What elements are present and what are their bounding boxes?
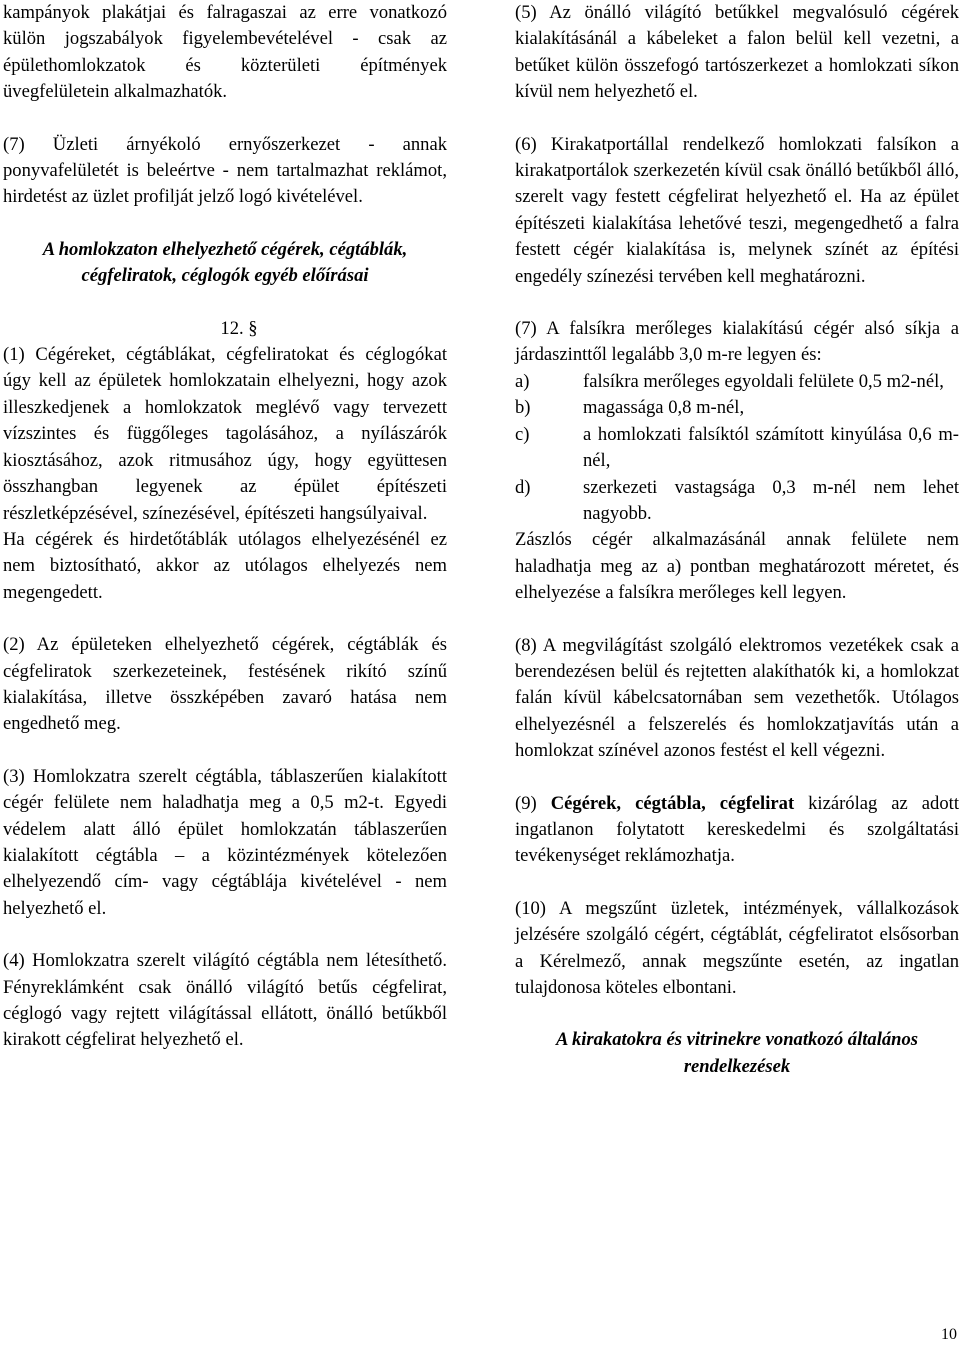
paragraph-3: (3) Homlokzatra szerelt cégtábla, táblaszerűen kialakított cégér felülete nem haladhatja meg a 0,5 m2-t. Egyedi védelem alatt álló épület homlokzatán táblaszerűen kialakított cégtábla – a közintézmények kötelezően elhelyezendő cím- vagy cégtáblája kivételével - nem helyezhető el. <box>3 765 447 919</box>
list-item-label: d) <box>515 476 531 498</box>
paragraph-9-rest: kizárólag az adott ingatlanon folytatott kereskedelmi és szolgáltatási tevékenységet reklámozhatja. <box>515 792 959 867</box>
paragraph-1: (1) Cégéreket, cégtáblákat, cégfeliratokat és céglogókat úgy kell az épületek homlokzatain elhelyezni, hogy azok illeszkedjenek a homlokzatok meglévő vagy tervezett vízszintes és függőleges tagolásához, a nyílászárók kiosztásához, azok ritmusához úgy, hogy együttesen összhangban legyenek az épület építészeti részletképzésével, színezésével, építészeti hangsúlyaival. <box>3 344 447 524</box>
paragraph-continuation: kampányok plakátjai és falragaszai az erre vonatkozó külön jogszabályok figyelembevételével - csak az épülethomlokzatok és közterületi építmények üvegfelületein alkalmazhatók. <box>3 2 447 103</box>
paragraph-7-left: (7) Üzleti árnyékoló ernyőszerkezet - annak ponyvafelületét is beleértve - nem tartalmazhat reklámot, hirdetést az üzlet profilját jelző logó kivételével. <box>3 133 447 208</box>
page-number: 10 <box>941 1326 957 1343</box>
list-item-text: a homlokzati falsíktól számított kinyúlása 0,6 m-nél, <box>583 423 959 472</box>
paragraph-10: (10) A megszűnt üzletek, intézmények, vállalkozások jelzésére szolgáló cégért, cégtáblát, cégfeliratot elsősorban a Kérelmező, annak megszűnte esetén, az ingatlan tulajdonosa köteles elbontani. <box>515 897 959 998</box>
paragraph-9 <box>515 791 959 870</box>
section-heading-signs: A homlokzaton elhelyezhető cégérek, cégtáblák, cégfeliratok, céglogók egyéb előírásai <box>42 238 408 287</box>
list-item-text: magassága 0,8 m-nél, <box>583 397 745 419</box>
list-item-text: szerkezeti vastagsága 0,3 m-nél nem lehet nagyobb. <box>583 476 959 524</box>
list-item-label: a) <box>515 370 530 392</box>
section-number <box>3 316 447 342</box>
list-7 <box>515 369 959 527</box>
paragraph-4: (4) Homlokzatra szerelt világító cégtábla nem létesíthető. Fényreklámként csak önálló világító betűs cégfelirat, céglogó vagy rejtett világítással ellátott, önálló betűkből kirakott cégfelirat helyezhető el. <box>3 950 447 1051</box>
section-number-value: 12. <box>220 317 244 339</box>
paragraph-9-bold: Cégérek, cégtábla, cégfelirat <box>550 792 795 814</box>
section-heading-shopwindows: A kirakatokra és vitrinekre vonatkozó általános rendelkezések <box>555 1029 919 1077</box>
paragraph-8: (8) A megvilágítást szolgáló elektromos vezetékek csak a berendezésen belül és rejtetten alakíthatók ki, a homlokzat falán kívül kábelcsatornában sem vezethetők. Utólagos elhelyezésnél a felszerelés és homlokzatjavítás után a homlokzat színével azonos festést el kell végezni. <box>515 634 959 762</box>
left-column <box>3 0 447 1054</box>
list-item-d <box>515 475 959 528</box>
right-column <box>515 0 959 1080</box>
paragraph-5: (5) Az önálló világító betűkkel megvalósuló cégérek kialakításánál a kábeleket a falon belül kell vezetni, a betűket külön összefogó tartószerkezet a homlokzati síkon kívül nem helyezhető el. <box>515 2 959 103</box>
list-item-c <box>515 422 959 475</box>
paragraph-7-flag: Zászlós cégér alkalmazásánál annak felülete nem haladhatja meg az a) pontban meghatározott méretet, és elhelyezése a falsíkra merőleges kell legyen. <box>515 529 959 604</box>
list-item-label: b) <box>515 397 531 419</box>
list-item-text: falsíkra merőleges egyoldali felülete 0,5 m2-nél, <box>583 370 944 392</box>
list-item-b <box>515 395 959 421</box>
paragraph-7-right: (7) A falsíkra merőleges kialakítású cégér alsó síkja a járdaszinttől legalább 3,0 m-re legyen és: <box>515 318 959 366</box>
paragraph-6: (6) Kirakatportállal rendelkező homlokzati falsíkon a kirakatportálok szerkezetén kívül csak önálló betűkből álló, szerelt vagy festett cégfelirat helyezhető el. Ha az épület építészeti kialakítása lehetővé teszi, megengedhető a falra festett cégér kialakítása is, melynek színét az építési engedély színezési tervében kell meghatározni. <box>515 133 959 287</box>
list-item-a <box>515 369 959 395</box>
paragraph-9-prefix: (9) <box>515 792 551 814</box>
paragraph-1-continued: Ha cégérek és hirdetőtáblák utólagos elhelyezésénél ez nem biztosítható, akkor az utólagos elhelyezés nem megengedett. <box>3 528 447 603</box>
section-symbol: § <box>248 317 258 339</box>
list-item-label: c) <box>515 423 530 445</box>
paragraph-2: (2) Az épületeken elhelyezhető cégérek, cégtáblák és cégfeliratok szerkezeteinek, festésének rikító színű kialakítása, illetve összképében zavaró hatása nem engedhető meg. <box>3 634 447 735</box>
